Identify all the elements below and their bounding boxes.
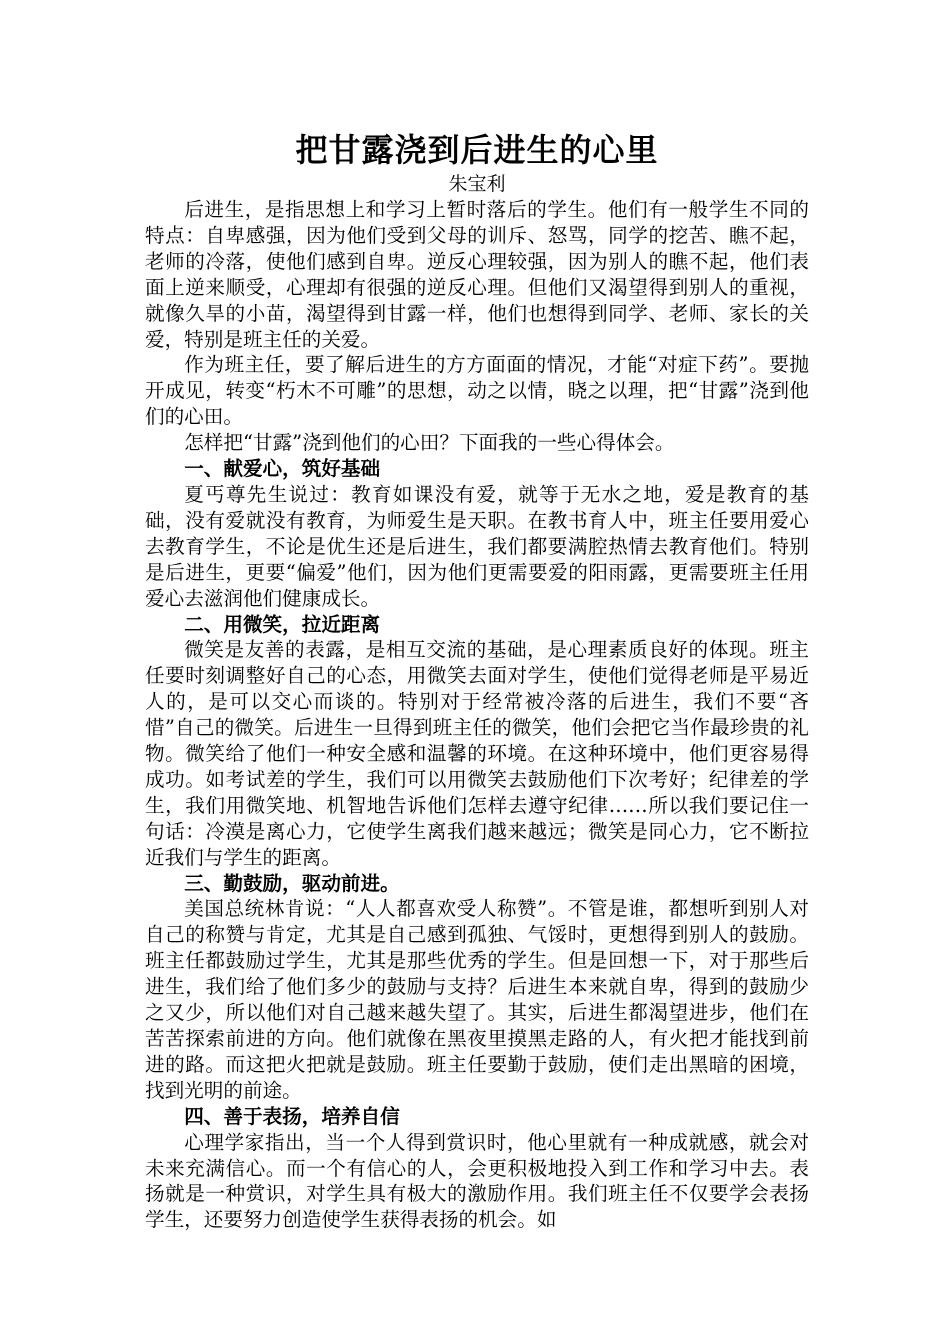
intro-paragraph-2: 作为班主任，要了解后进生的方方面面的情况，才能“对症下药”。要抛开成见，转变“朽木不可雕”的思想，动之以情，晓之以理，把“甘露”浇到他们的心田。 [145, 353, 809, 429]
section-paragraph-1: 夏丐尊先生说过：教育如课没有爱，就等于无水之地，爱是教育的基础，没有爱就没有教育，为师爱生是天职。在教书育人中，班主任要用爱心去教育学生，不论是优生还是后进生，我们都要满腔热情去教育他们。特别是后进生，更要“偏爱”他们，因为他们更需要爱的阳雨露，更需要班主任用爱心去滋润他们健康成长。 [145, 482, 809, 610]
section-heading-2: 二、用微笑，拉近距离 [184, 612, 381, 636]
document-page [145, 128, 809, 1233]
section-paragraph-4: 心理学家指出，当一个人得到赏识时，他心里就有一种成就感，就会对未来充满信心。而一个有信心的人，会更积极地投入到工作和学习中去。表扬就是一种赏识，对学生具有极大的激励作用。我们班主任不仅要学会表扬学生，还要努力创造使学生获得表扬的机会。如 [145, 1130, 809, 1232]
section-heading-3: 三、勤鼓励，驱动前进。 [184, 871, 400, 895]
intro-paragraph-3: 怎样把“甘露”浇到他们的心田？下面我的一些心得体会。 [184, 431, 675, 455]
section-heading-4: 四、善于表扬，培养自信 [184, 1104, 400, 1128]
document-title: 把甘露浇到后进生的心里 [295, 131, 659, 169]
section-paragraph-3: 美国总统林肯说：“人人都喜欢受人称赞”。不管是谁，都想听到别人对自己的称赞与肯定，尤其是自己感到孤独、气馁时，更想得到别人的鼓励。班主任都鼓励过学生，尤其是那些优秀的学生。但是回想一下，对于那些后进生，我们给了他们多少的鼓励与支持？后进生本来就自卑，得到的鼓励少之又少，所以他们对自己越来越失望了。其实，后进生都渴望进步，他们在苦苦探索前进的方向。他们就像在黑夜里摸黑走路的人，有火把才能找到前进的路。而这把火把就是鼓励。班主任要勤于鼓励，使们走出黑暗的困境，找到光明的前途。 [145, 897, 809, 1102]
intro-paragraph-1: 后进生，是指思想上和学习上暂时落后的学生。他们有一般学生不同的特点：自卑感强，因为他们受到父母的训斥、怒骂，同学的挖苦、瞧不起，老师的冷落，使他们感到自卑。逆反心理较强，因为别人的瞧不起，他们表面上逆来顺受，心理却有很强的逆反心理。但他们又渴望得到别人的重视，就像久旱的小苗，渴望得到甘露一样，他们也想得到同学、老师、家长的关爱，特别是班主任的关爱。 [145, 198, 809, 351]
section-heading-1: 一、献爱心，筑好基础 [184, 457, 381, 481]
section-paragraph-2: 微笑是友善的表露，是相互交流的基础，是心理素质良好的体现。班主任要时刻调整好自己的心态，用微笑去面对学生，使他们觉得老师是平易近人的，是可以交心而谈的。特别对于经常被冷落的后进生，我们不要“吝惜”自己的微笑。后进生一旦得到班主任的微笑，他们会把它当作最珍贵的礼物。微笑给了他们一种安全感和温馨的环境。在这种环境中，他们更容易得成功。如考试差的学生，我们可以用微笑去鼓励他们下次考好；纪律差的学生，我们用微笑地、机智地告诉他们怎样去遵守纪律……所以我们要记住一句话：冷漠是离心力，它使学生离我们越来越远；微笑是同心力，它不断拉近我们与学生的距离。 [145, 638, 809, 869]
author-name: 朱宝利 [448, 173, 506, 195]
